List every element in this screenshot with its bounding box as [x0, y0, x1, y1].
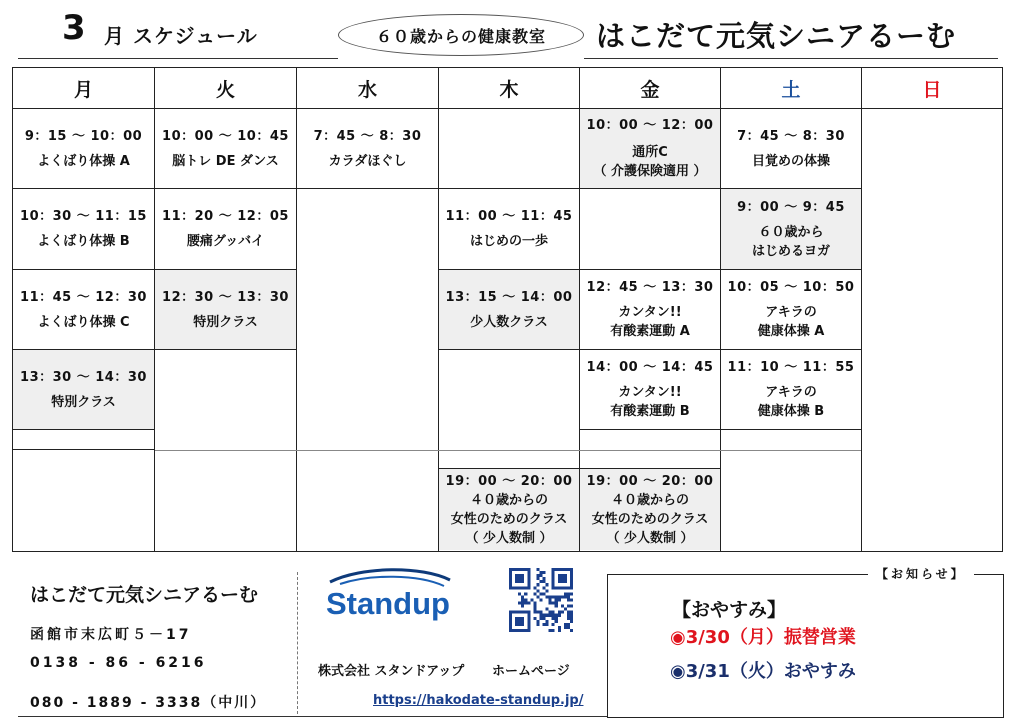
class-name: カラダほぐし [328, 153, 407, 169]
footer-address: 函館市末広町５－17 [30, 627, 192, 643]
notice-line-1: ◉3/30（月）振替営業 [670, 627, 856, 648]
notice-box [607, 567, 1004, 718]
row-divider [155, 450, 861, 451]
class-cell [439, 189, 579, 270]
day-header-fri: 金 [580, 68, 721, 109]
class-cell [155, 189, 296, 270]
class-time: 19：00 ～ 20：00 [445, 473, 573, 489]
class-name: 脳トレ DE ダンス [172, 153, 279, 169]
class-time: 10：00 ～ 10：45 [162, 128, 289, 144]
day-header-wed: 水 [297, 68, 439, 109]
header-rule-left [18, 58, 338, 59]
class-cell [580, 469, 720, 550]
empty-cell [439, 109, 579, 189]
class-time: 13：15 ～ 14：00 [445, 289, 573, 305]
program-badge [338, 14, 584, 56]
class-note: （ 少人数制 ） [465, 530, 553, 546]
month-number: 3 [62, 8, 86, 48]
footer-brand: はこだて元気シニアるーむ [30, 584, 259, 606]
class-time: 12：30 ～ 13：30 [162, 289, 289, 305]
class-name: 健康体操 B [757, 404, 825, 419]
empty-cell [580, 189, 720, 270]
class-time: 14：00 ～ 14：45 [586, 360, 714, 375]
class-name: 女性のためのクラス [450, 511, 568, 527]
notice-tag: 【お知らせ】 [868, 565, 974, 582]
class-note: （ 少人数制 ） [606, 530, 694, 546]
class-name: 目覚めの体操 [751, 153, 830, 169]
class-time: 9：15 ～ 10：00 [24, 128, 143, 144]
class-cell [13, 350, 154, 430]
class-time: 7：45 ～ 8：30 [737, 128, 845, 144]
class-cell [580, 350, 720, 430]
notice-heading: 【おやすみ】 [672, 599, 787, 621]
class-name: 特別クラス [51, 394, 116, 410]
standup-logo [322, 568, 454, 624]
class-cell [580, 270, 720, 350]
class-name: よくばり体操 C [37, 314, 130, 330]
class-name: 通所C [632, 145, 668, 160]
class-cell [13, 109, 154, 189]
footer-rule [18, 716, 608, 717]
class-time: 19：00 ～ 20：00 [586, 473, 714, 489]
class-name: 女性のためのクラス [591, 511, 709, 527]
logo-text: Standup [326, 586, 450, 621]
class-time: 10：30 ～ 11：15 [20, 209, 147, 224]
homepage-link[interactable]: https://hakodate-standup.jp/ [373, 693, 584, 708]
class-cell [297, 109, 438, 189]
class-name: 有酸素運動 A [610, 324, 690, 339]
header [0, 0, 1016, 66]
notice-line-2: ◉3/31（火）おやすみ [670, 661, 856, 682]
class-name: はじめるヨガ [751, 243, 830, 259]
class-name: 有酸素運動 B [610, 404, 690, 419]
class-name: アキラの [765, 385, 817, 400]
class-time: 12：45 ～ 13：30 [586, 280, 714, 295]
class-time: 10：05 ～ 10：50 [727, 280, 855, 295]
footer-divider [297, 572, 298, 714]
class-name: カンタン!! [618, 385, 682, 400]
schedule-title: 月 スケジュール [104, 24, 258, 48]
class-cell [580, 109, 720, 189]
class-time: 11：20 ～ 12：05 [162, 209, 289, 224]
day-header-mon: 月 [13, 68, 155, 109]
class-time: 10：00 ～ 12：00 [586, 118, 714, 133]
class-name: よくばり体操 A [37, 153, 130, 169]
brand-title: はこだて元気シニアるーむ [596, 19, 957, 53]
qr-code-icon[interactable] [509, 568, 573, 632]
class-cell [13, 270, 154, 350]
footer-mobile: 080 - 1889 - 3338（中川） [30, 695, 267, 711]
class-cell [439, 469, 579, 550]
class-name: アキラの [765, 305, 817, 320]
class-time: 7：45 ～ 8：30 [313, 128, 422, 144]
day-header-tue: 火 [155, 68, 297, 109]
schedule-grid [12, 67, 1003, 552]
class-name: 少人数クラス [470, 314, 548, 330]
class-cell [721, 109, 861, 189]
homepage-label: ホームページ [492, 664, 570, 679]
col-divider [861, 109, 862, 551]
day-header-sat: 土 [721, 68, 862, 109]
logo-swoosh [340, 577, 444, 586]
class-cell [721, 350, 861, 430]
class-time: 11：10 ～ 11：55 [727, 360, 855, 375]
row-divider [13, 449, 154, 450]
class-name: 腰痛グッバイ [186, 234, 265, 249]
class-name: 健康体操 A [757, 324, 825, 339]
header-rule-right [584, 58, 998, 59]
class-cell [721, 270, 861, 350]
day-header-sun: 日 [862, 68, 1002, 109]
row-divider [439, 468, 720, 469]
class-name: はじめの一歩 [469, 234, 548, 249]
day-header-thu: 木 [439, 68, 580, 109]
footer-phone: 0138 - 86 - 6216 [30, 655, 207, 671]
class-time: 13：30 ～ 14：30 [20, 369, 147, 385]
class-name: ４０歳からの [469, 492, 548, 508]
class-time: 9：00 ～ 9：45 [737, 199, 845, 215]
class-time: 11：45 ～ 12：30 [20, 289, 147, 305]
class-cell [155, 270, 296, 350]
company-name: 株式会社 スタンドアップ [318, 664, 465, 679]
class-name: よくばり体操 B [37, 234, 130, 249]
class-time: 11：00 ～ 11：45 [445, 209, 573, 224]
class-cell [155, 109, 296, 189]
class-name: ４０歳からの [610, 492, 689, 508]
class-name: カンタン!! [618, 305, 682, 320]
class-cell [13, 189, 154, 270]
class-cell [721, 189, 861, 270]
program-badge-text: ６０歳からの健康教室 [375, 26, 546, 46]
class-name: ６０歳から [758, 224, 824, 240]
class-name: 特別クラス [193, 314, 258, 330]
class-cell [439, 270, 579, 350]
class-note: （ 介護保険適用 ） [593, 164, 707, 179]
